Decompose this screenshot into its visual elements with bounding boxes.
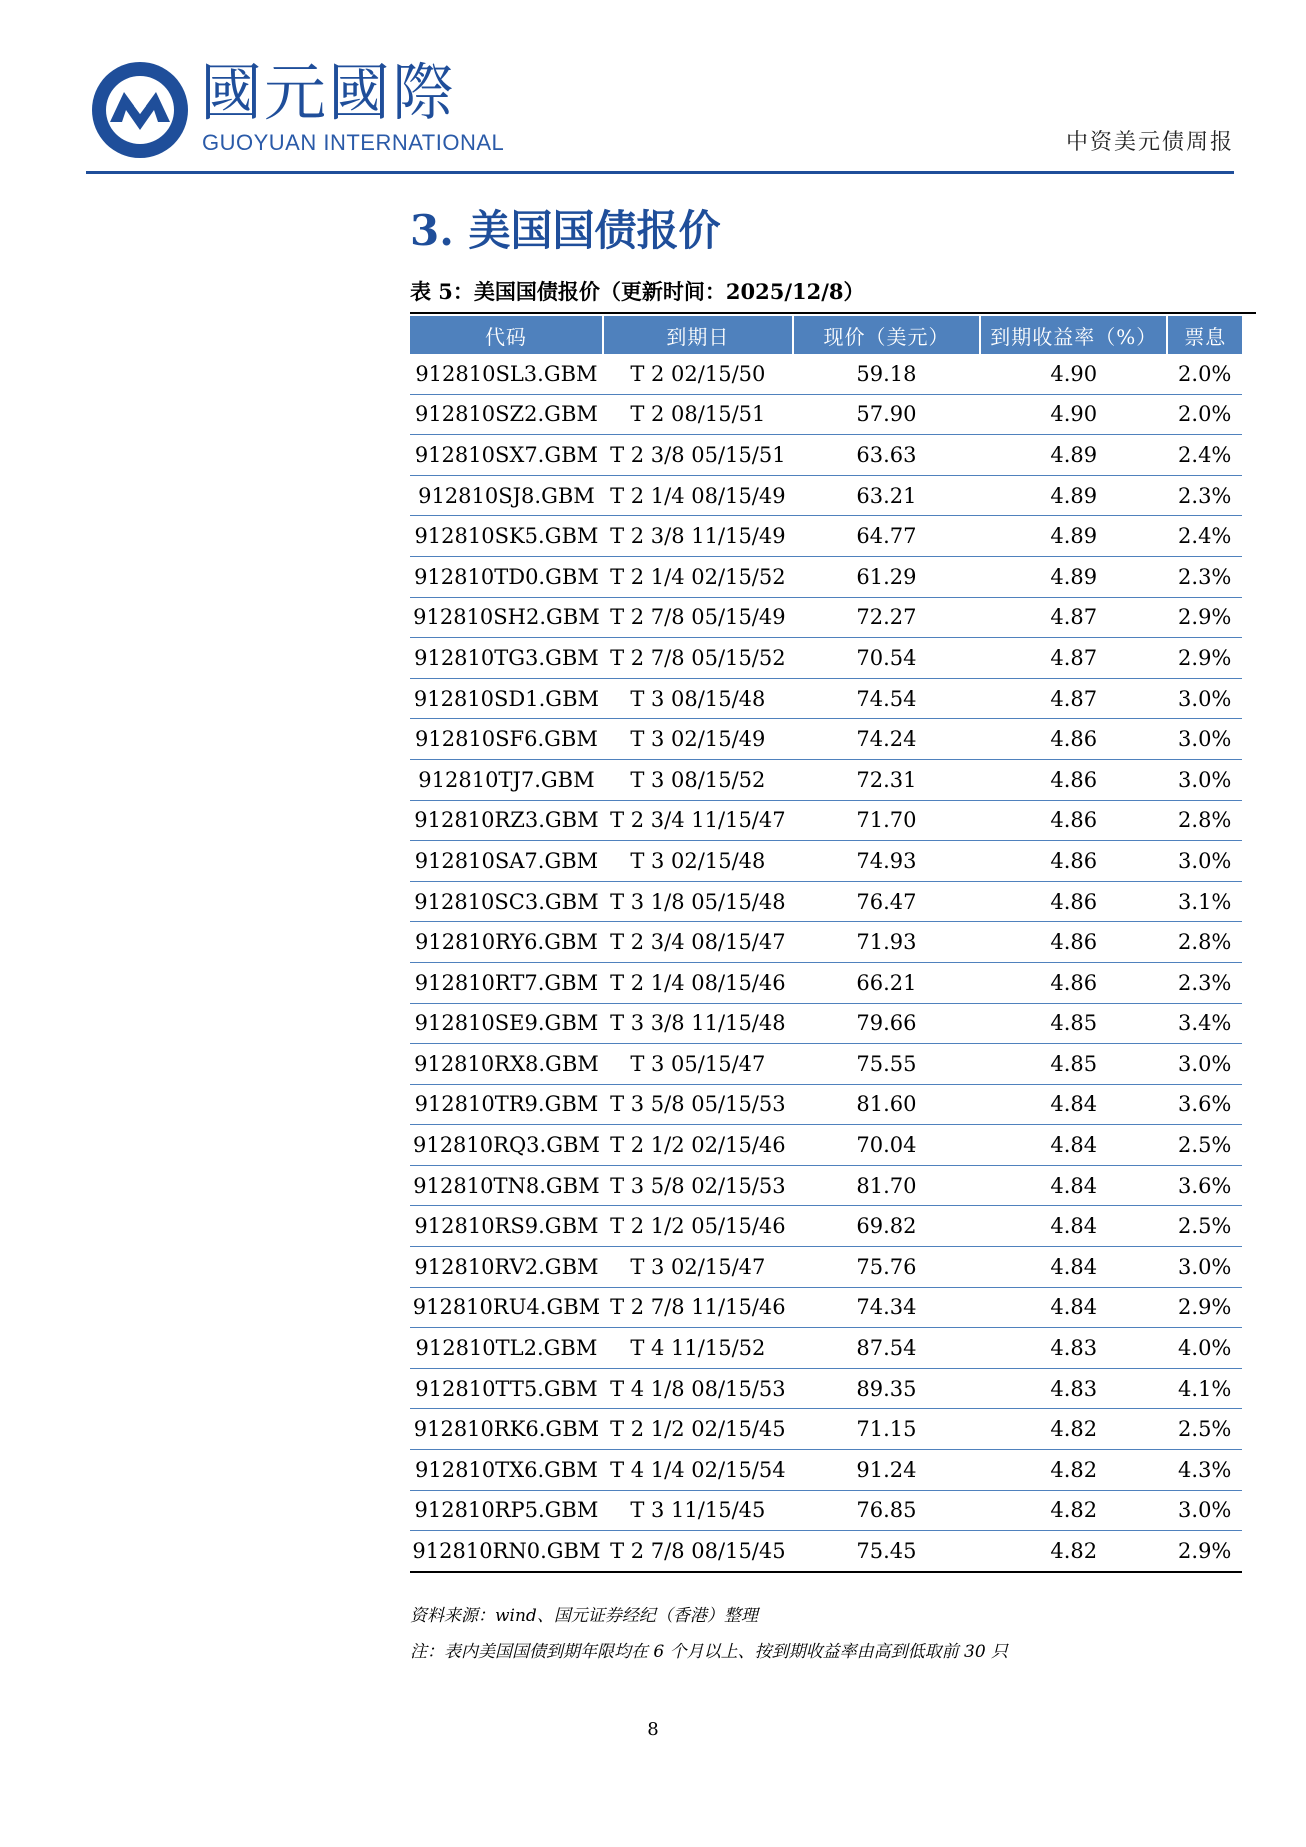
price-cell: 57.90 [793, 394, 980, 435]
yield-cell: 4.89 [980, 556, 1167, 597]
price-cell: 71.15 [793, 1409, 980, 1450]
bond-code-cell: 912810SZ2.GBM [410, 394, 603, 435]
bond-code-cell: 912810SJ8.GBM [410, 475, 603, 516]
maturity-cell: T 2 1/2 05/15/46 [603, 1206, 793, 1247]
price-cell: 74.93 [793, 841, 980, 882]
bond-code-cell: 912810TT5.GBM [410, 1368, 603, 1409]
bond-code-cell: 912810TD0.GBM [410, 556, 603, 597]
table-row [410, 1125, 1242, 1166]
maturity-cell: T 3 02/15/47 [603, 1247, 793, 1288]
yield-cell: 4.85 [980, 1044, 1167, 1085]
bond-code-cell: 912810RS9.GBM [410, 1206, 603, 1247]
bond-code-cell: 912810SC3.GBM [410, 881, 603, 922]
table-row [410, 1165, 1242, 1206]
yield-cell: 4.90 [980, 354, 1167, 394]
yield-cell: 4.83 [980, 1368, 1167, 1409]
yield-cell: 4.87 [980, 638, 1167, 679]
table-row [410, 1328, 1242, 1369]
report-name: 中资美元债周报 [1065, 130, 1234, 155]
price-cell: 72.31 [793, 759, 980, 800]
coupon-cell: 2.5% [1167, 1206, 1242, 1247]
coupon-cell: 3.0% [1167, 1044, 1242, 1085]
price-cell: 70.04 [793, 1125, 980, 1166]
bond-code-cell: 912810RU4.GBM [410, 1287, 603, 1328]
maturity-cell: T 2 7/8 05/15/52 [603, 638, 793, 679]
yield-cell: 4.82 [980, 1409, 1167, 1450]
table-row [410, 1287, 1242, 1328]
yield-cell: 4.84 [980, 1287, 1167, 1328]
price-cell: 81.60 [793, 1084, 980, 1125]
coupon-cell: 2.4% [1167, 516, 1242, 557]
table-row [410, 1368, 1242, 1409]
table-caption: 表 5：美国国债报价（更新时间：2025/12/8） [410, 279, 865, 304]
table-row [410, 1206, 1242, 1247]
coupon-cell: 4.0% [1167, 1328, 1242, 1369]
table-row [410, 881, 1242, 922]
price-cell: 71.93 [793, 922, 980, 963]
price-cell: 87.54 [793, 1328, 980, 1369]
price-cell: 89.35 [793, 1368, 980, 1409]
bond-code-cell: 912810RT7.GBM [410, 962, 603, 1003]
coupon-cell: 3.0% [1167, 1490, 1242, 1531]
maturity-cell: T 2 3/8 11/15/49 [603, 516, 793, 557]
maturity-cell: T 4 11/15/52 [603, 1328, 793, 1369]
table-row [410, 1450, 1242, 1491]
price-cell: 75.76 [793, 1247, 980, 1288]
maturity-cell: T 2 7/8 08/15/45 [603, 1531, 793, 1572]
logo-chinese-name: 國元國際 [200, 56, 457, 129]
price-cell: 79.66 [793, 1003, 980, 1044]
yield-cell: 4.86 [980, 800, 1167, 841]
table-row [410, 597, 1242, 638]
page-number: 8 [647, 1719, 659, 1740]
bond-code-cell: 912810SK5.GBM [410, 516, 603, 557]
table-row [410, 1409, 1242, 1450]
bond-code-cell: 912810RK6.GBM [410, 1409, 603, 1450]
coupon-cell: 2.3% [1167, 556, 1242, 597]
yield-cell: 4.82 [980, 1531, 1167, 1572]
bond-code-cell: 912810TJ7.GBM [410, 759, 603, 800]
price-cell: 75.45 [793, 1531, 980, 1572]
table-row [410, 759, 1242, 800]
maturity-cell: T 3 02/15/48 [603, 841, 793, 882]
bond-code-cell: 912810RX8.GBM [410, 1044, 603, 1085]
price-cell: 74.24 [793, 719, 980, 760]
table-row [410, 1247, 1242, 1288]
table-row [410, 1044, 1242, 1085]
table-row [410, 638, 1242, 679]
table-row [410, 719, 1242, 760]
yield-cell: 4.82 [980, 1450, 1167, 1491]
column-header-coupon: 票息 [1167, 316, 1242, 354]
price-cell: 76.47 [793, 881, 980, 922]
table-row [410, 1490, 1242, 1531]
price-cell: 70.54 [793, 638, 980, 679]
table-row [410, 475, 1242, 516]
header-divider [86, 171, 1234, 174]
yield-cell: 4.87 [980, 597, 1167, 638]
price-cell: 91.24 [793, 1450, 980, 1491]
maturity-cell: T 4 1/8 08/15/53 [603, 1368, 793, 1409]
table-row [410, 516, 1242, 557]
maturity-cell: T 2 02/15/50 [603, 354, 793, 394]
yield-cell: 4.86 [980, 962, 1167, 1003]
coupon-cell: 2.9% [1167, 597, 1242, 638]
column-header-code: 代码 [410, 316, 603, 354]
logo-english-name: GUOYUAN INTERNATIONAL [202, 130, 505, 155]
column-header-yield: 到期收益率（%） [980, 316, 1167, 354]
bond-code-cell: 912810TR9.GBM [410, 1084, 603, 1125]
source-note: 资料来源：wind、国元证券经纪（香港）整理 [410, 1606, 758, 1626]
coupon-cell: 4.3% [1167, 1450, 1242, 1491]
treasury-quote-table [410, 316, 1242, 1573]
bond-code-cell: 912810RQ3.GBM [410, 1125, 603, 1166]
maturity-cell: T 2 3/8 05/15/51 [603, 435, 793, 476]
maturity-cell: T 2 1/2 02/15/46 [603, 1125, 793, 1166]
price-cell: 63.63 [793, 435, 980, 476]
coupon-cell: 2.9% [1167, 1287, 1242, 1328]
yield-cell: 4.86 [980, 759, 1167, 800]
coupon-cell: 3.0% [1167, 841, 1242, 882]
coupon-cell: 3.0% [1167, 678, 1242, 719]
yield-cell: 4.85 [980, 1003, 1167, 1044]
price-cell: 71.70 [793, 800, 980, 841]
yield-cell: 4.84 [980, 1125, 1167, 1166]
table-row [410, 435, 1242, 476]
coupon-cell: 2.0% [1167, 354, 1242, 394]
bond-code-cell: 912810TG3.GBM [410, 638, 603, 679]
maturity-cell: T 2 7/8 11/15/46 [603, 1287, 793, 1328]
coupon-cell: 4.1% [1167, 1368, 1242, 1409]
price-cell: 74.34 [793, 1287, 980, 1328]
bond-code-cell: 912810RV2.GBM [410, 1247, 603, 1288]
maturity-cell: T 3 3/8 11/15/48 [603, 1003, 793, 1044]
bond-code-cell: 912810SF6.GBM [410, 719, 603, 760]
bond-code-cell: 912810SD1.GBM [410, 678, 603, 719]
price-cell: 81.70 [793, 1165, 980, 1206]
coupon-cell: 2.3% [1167, 962, 1242, 1003]
coupon-cell: 3.6% [1167, 1165, 1242, 1206]
bond-code-cell: 912810RP5.GBM [410, 1490, 603, 1531]
maturity-cell: T 3 11/15/45 [603, 1490, 793, 1531]
yield-cell: 4.90 [980, 394, 1167, 435]
table-row [410, 800, 1242, 841]
price-cell: 74.54 [793, 678, 980, 719]
maturity-cell: T 3 08/15/48 [603, 678, 793, 719]
yield-cell: 4.84 [980, 1165, 1167, 1206]
yield-cell: 4.87 [980, 678, 1167, 719]
bond-code-cell: 912810SH2.GBM [410, 597, 603, 638]
column-header-maturity: 到期日 [603, 316, 793, 354]
guoyuan-logo-icon [88, 58, 192, 162]
coupon-cell: 2.8% [1167, 922, 1242, 963]
bond-code-cell: 912810TN8.GBM [410, 1165, 603, 1206]
table-row [410, 962, 1242, 1003]
yield-cell: 4.84 [980, 1247, 1167, 1288]
bond-code-cell: 912810TX6.GBM [410, 1450, 603, 1491]
price-cell: 66.21 [793, 962, 980, 1003]
yield-cell: 4.86 [980, 719, 1167, 760]
yield-cell: 4.89 [980, 475, 1167, 516]
table-row [410, 354, 1242, 394]
bond-code-cell: 912810SL3.GBM [410, 354, 603, 394]
maturity-cell: T 2 1/4 08/15/46 [603, 962, 793, 1003]
yield-cell: 4.86 [980, 922, 1167, 963]
maturity-cell: T 2 3/4 11/15/47 [603, 800, 793, 841]
yield-cell: 4.84 [980, 1206, 1167, 1247]
yield-cell: 4.86 [980, 841, 1167, 882]
footnote: 注：表内美国国债到期年限均在 6 个月以上、按到期收益率由高到低取前 30 只 [410, 1642, 1009, 1662]
coupon-cell: 3.4% [1167, 1003, 1242, 1044]
price-cell: 76.85 [793, 1490, 980, 1531]
maturity-cell: T 3 5/8 02/15/53 [603, 1165, 793, 1206]
table-row [410, 678, 1242, 719]
caption-rule [410, 312, 1256, 314]
maturity-cell: T 2 08/15/51 [603, 394, 793, 435]
price-cell: 69.82 [793, 1206, 980, 1247]
yield-cell: 4.86 [980, 881, 1167, 922]
coupon-cell: 2.9% [1167, 638, 1242, 679]
maturity-cell: T 3 02/15/49 [603, 719, 793, 760]
coupon-cell: 3.6% [1167, 1084, 1242, 1125]
table-body [410, 354, 1242, 1572]
coupon-cell: 2.5% [1167, 1125, 1242, 1166]
table-row [410, 922, 1242, 963]
maturity-cell: T 3 08/15/52 [603, 759, 793, 800]
maturity-cell: T 2 1/2 02/15/45 [603, 1409, 793, 1450]
table-row [410, 1084, 1242, 1125]
maturity-cell: T 4 1/4 02/15/54 [603, 1450, 793, 1491]
price-cell: 64.77 [793, 516, 980, 557]
coupon-cell: 2.8% [1167, 800, 1242, 841]
coupon-cell: 2.4% [1167, 435, 1242, 476]
bond-code-cell: 912810RY6.GBM [410, 922, 603, 963]
bond-code-cell: 912810TL2.GBM [410, 1328, 603, 1369]
table-header-row [410, 316, 1242, 354]
table-row [410, 394, 1242, 435]
table-row [410, 556, 1242, 597]
price-cell: 61.29 [793, 556, 980, 597]
maturity-cell: T 2 1/4 08/15/49 [603, 475, 793, 516]
coupon-cell: 3.0% [1167, 719, 1242, 760]
bond-code-cell: 912810SE9.GBM [410, 1003, 603, 1044]
yield-cell: 4.83 [980, 1328, 1167, 1369]
column-header-price: 现价（美元） [793, 316, 980, 354]
price-cell: 63.21 [793, 475, 980, 516]
bond-code-cell: 912810SA7.GBM [410, 841, 603, 882]
bond-code-cell: 912810RZ3.GBM [410, 800, 603, 841]
coupon-cell: 2.0% [1167, 394, 1242, 435]
coupon-cell: 2.9% [1167, 1531, 1242, 1572]
maturity-cell: T 2 7/8 05/15/49 [603, 597, 793, 638]
yield-cell: 4.84 [980, 1084, 1167, 1125]
price-cell: 59.18 [793, 354, 980, 394]
coupon-cell: 3.1% [1167, 881, 1242, 922]
price-cell: 72.27 [793, 597, 980, 638]
coupon-cell: 2.3% [1167, 475, 1242, 516]
bond-code-cell: 912810SX7.GBM [410, 435, 603, 476]
coupon-cell: 3.0% [1167, 759, 1242, 800]
price-cell: 75.55 [793, 1044, 980, 1085]
maturity-cell: T 2 3/4 08/15/47 [603, 922, 793, 963]
table-row [410, 1531, 1242, 1572]
coupon-cell: 2.5% [1167, 1409, 1242, 1450]
coupon-cell: 3.0% [1167, 1247, 1242, 1288]
maturity-cell: T 3 5/8 05/15/53 [603, 1084, 793, 1125]
yield-cell: 4.89 [980, 516, 1167, 557]
section-title: 3. 美国国债报价 [410, 206, 721, 255]
maturity-cell: T 2 1/4 02/15/52 [603, 556, 793, 597]
company-logo [88, 56, 505, 162]
table-row [410, 1003, 1242, 1044]
bond-code-cell: 912810RN0.GBM [410, 1531, 603, 1572]
yield-cell: 4.82 [980, 1490, 1167, 1531]
yield-cell: 4.89 [980, 435, 1167, 476]
table-row [410, 841, 1242, 882]
maturity-cell: T 3 1/8 05/15/48 [603, 881, 793, 922]
maturity-cell: T 3 05/15/47 [603, 1044, 793, 1085]
